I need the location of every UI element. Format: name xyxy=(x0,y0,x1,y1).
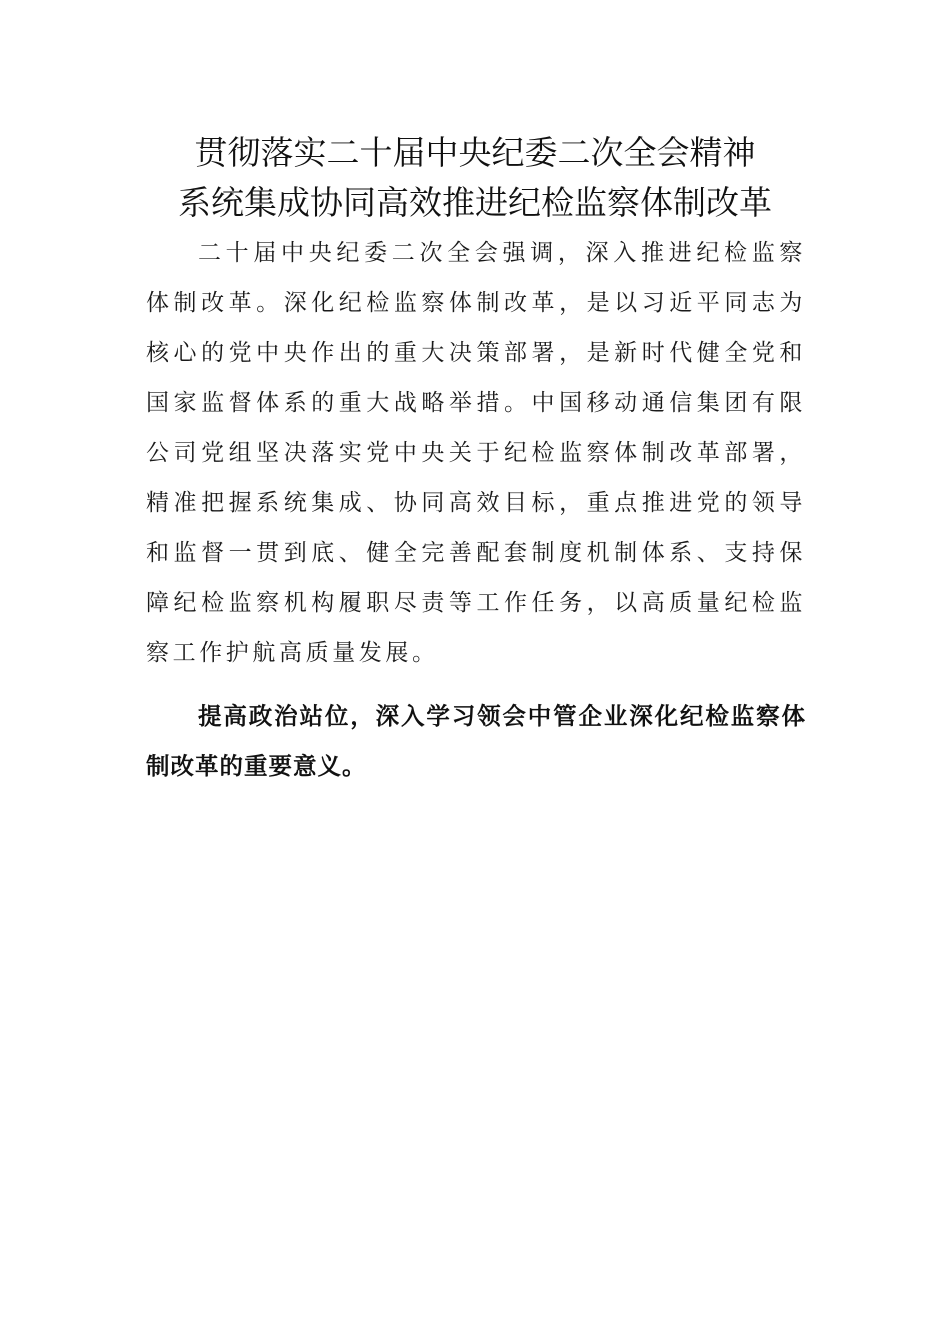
section-heading: 提高政治站位，深入学习领会中管企业深化纪检监察体制改革的重要意义。 xyxy=(146,702,806,780)
title-line-1: 贯彻落实二十届中央纪委二次全会精神 xyxy=(194,133,756,172)
body-paragraph: 二十届中央纪委二次全会强调，深入推进纪检监察体制改革。深化纪检监察体制改革，是以习近平同志为核心的党中央作出的重大决策部署，是新时代健全党和国家监督体系的重大战略举措。中国移动通信集团有限公司党组坚决落实党中央关于纪检监察体制改革部署，精准把握系统集成、协同高效目标，重点推进党的领导和监督一贯到底、健全完善配套制度机制体系、支持保障纪检监察机构履职尽责等工作任务，以高质量纪检监察工作护航高质量发展。 xyxy=(146,240,806,666)
title-line-2: 系统集成协同高效推进纪检监察体制改革 xyxy=(178,183,772,222)
document-title xyxy=(100,128,850,228)
document-body xyxy=(146,228,806,791)
